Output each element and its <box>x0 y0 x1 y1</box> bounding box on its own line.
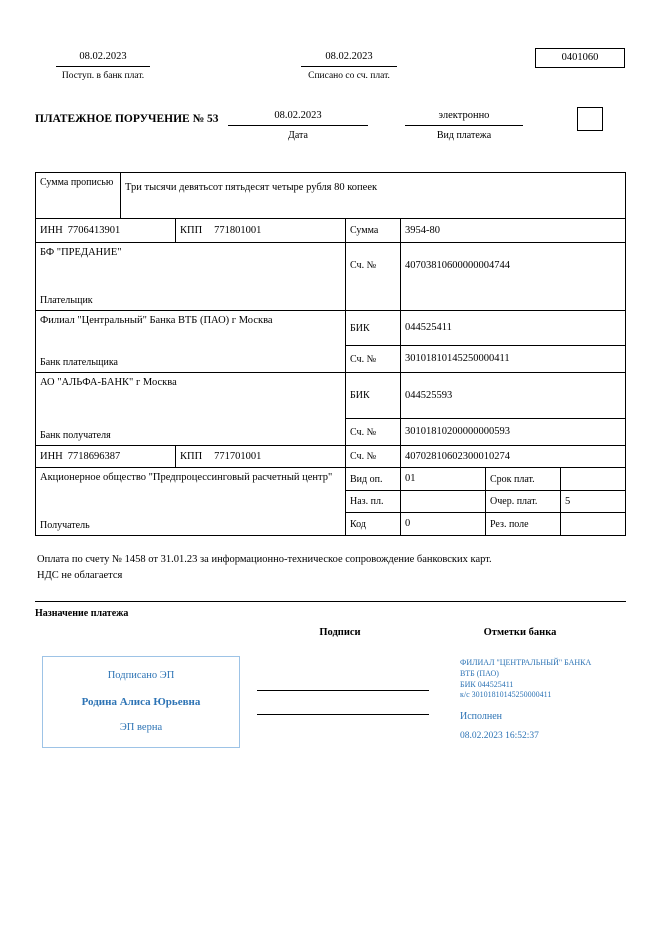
payment-priority-label: Очер. плат. <box>486 491 561 513</box>
amount-words-value: Три тысячи девятьсот пятьдесят четыре рубля 80 копеек <box>121 173 626 219</box>
payment-kind-label: Вид платежа <box>436 129 492 141</box>
stamp-bank-name-line2: ВТБ (ПАО) <box>460 668 499 678</box>
payee-bank-role-label: Банк получателя <box>40 430 111 441</box>
payer-inn-label: ИНН <box>40 224 63 236</box>
payment-kind-value: электронно <box>405 109 523 126</box>
payer-bank-account-value: 30101810145250000411 <box>401 346 626 373</box>
payer-bank-name: Филиал "Центральный" Банка ВТБ (ПАО) г Москва <box>40 315 273 326</box>
table-row <box>346 419 626 446</box>
stamp-status: Исполнен <box>460 711 503 723</box>
table-row <box>346 468 626 491</box>
payer-bank-account-label: Сч. № <box>346 346 401 373</box>
code-field-label: Код <box>346 513 401 536</box>
esign-box <box>42 656 240 748</box>
payer-kpp-value: 771801001 <box>214 224 262 236</box>
purpose-block <box>35 535 626 602</box>
debited-date-label: Списано со сч. плат. <box>308 70 390 81</box>
payee-name: Акционерное общество "Предпроцессинговый расчетный центр" <box>40 472 333 483</box>
signature-line-2 <box>257 714 429 715</box>
payer-inn-cell <box>36 219 176 243</box>
table-row <box>346 311 626 346</box>
payment-table <box>35 172 626 536</box>
payee-inn-cell <box>36 446 176 468</box>
payer-inn-value: 7706413901 <box>67 224 121 236</box>
sum-value: 3954-80 <box>401 219 626 243</box>
payer-bank-role-label: Банк плательщика <box>40 357 118 368</box>
form-code-value: 0401060 <box>561 52 599 64</box>
amount-words-label: Сумма прописью <box>36 173 121 219</box>
code-field-value: 0 <box>401 513 486 536</box>
operation-fields <box>346 468 626 536</box>
payee-inn-label: ИНН <box>40 450 63 462</box>
esign-status: Подписано ЭП <box>107 670 175 682</box>
table-row <box>36 219 626 243</box>
payee-cell <box>36 468 346 536</box>
payer-name: БФ "ПРЕДАНИЕ" <box>40 247 122 258</box>
received-date-block <box>56 50 150 82</box>
stamp-datetime: 08.02.2023 16:52:37 <box>460 731 539 742</box>
payee-kpp-cell <box>176 446 346 468</box>
stamp-bik: БИК 044525411 <box>460 679 514 689</box>
payee-bank-details <box>346 373 626 446</box>
payee-role-label: Получатель <box>40 520 90 531</box>
payee-bank-account-value: 30101810200000000593 <box>401 419 626 446</box>
purpose-line2: НДС не облагается <box>37 569 123 581</box>
doc-date-label: Дата <box>288 129 308 141</box>
payee-kpp-label: КПП <box>180 450 203 462</box>
op-type-label: Вид оп. <box>346 468 401 491</box>
reserve-field-label: Рез. поле <box>486 513 561 536</box>
payer-role-label: Плательщик <box>40 295 93 306</box>
payer-account-value: 40703810600000004744 <box>401 243 626 311</box>
debited-date-block <box>301 50 397 82</box>
payment-purpose-code-label: Наз. пл. <box>346 491 401 513</box>
table-row <box>36 173 626 219</box>
table-row <box>36 468 626 536</box>
payee-bank-bik-label: БИК <box>346 373 401 419</box>
payer-bank-bik-value: 044525411 <box>401 311 626 346</box>
payee-kpp-value: 771701001 <box>214 450 262 462</box>
sum-label: Сумма <box>346 219 401 243</box>
esign-valid: ЭП верна <box>119 722 163 734</box>
payee-bank-bik-value: 044525593 <box>401 373 626 419</box>
payment-purpose-code-value <box>401 491 486 513</box>
stamp-corr-account: к/с 30101810145250000411 <box>460 690 552 700</box>
payer-account-label: Сч. № <box>346 243 401 311</box>
esign-signer-name: Родина Алиса Юрьевна <box>81 695 201 708</box>
doc-title: ПЛАТЕЖНОЕ ПОРУЧЕНИЕ № 53 <box>35 113 219 125</box>
payer-bank-bik-label: БИК <box>346 311 401 346</box>
payment-priority-value: 5 <box>561 491 626 513</box>
payer-kpp-cell <box>176 219 346 243</box>
received-date-label: Поступ. в банк плат. <box>61 70 145 81</box>
table-row <box>346 346 626 373</box>
reserve-field-value <box>561 513 626 536</box>
payer-bank-cell <box>36 311 346 373</box>
signatures-label: Подписи <box>319 627 361 638</box>
op-type-value: 01 <box>401 468 486 491</box>
table-row <box>346 373 626 419</box>
table-row <box>346 491 626 513</box>
bank-stamp <box>460 658 630 743</box>
signature-line-1 <box>257 690 429 691</box>
form-code-box <box>535 48 625 68</box>
received-date-value: 08.02.2023 <box>56 50 150 67</box>
payee-bank-account-label: Сч. № <box>346 419 401 446</box>
doc-date-value: 08.02.2023 <box>228 109 368 126</box>
table-row <box>36 311 626 373</box>
table-row <box>36 373 626 446</box>
payment-term-label: Срок плат. <box>486 468 561 491</box>
payer-cell <box>36 243 346 311</box>
payer-bank-details <box>346 311 626 373</box>
table-row <box>346 513 626 536</box>
purpose-label: Назначение платежа <box>35 608 129 619</box>
table-row <box>36 243 626 311</box>
purpose-line1: Оплата по счету № 1458 от 31.01.23 за информационно-техническое сопровождение банковских карт. <box>37 554 492 565</box>
payment-term-value <box>561 468 626 491</box>
status-code-box <box>577 107 603 131</box>
table-row <box>36 446 626 468</box>
bank-marks-label: Отметки банка <box>483 627 557 638</box>
payee-account-value: 40702810602300010274 <box>401 446 626 468</box>
payment-kind-block <box>405 109 523 142</box>
payee-bank-cell <box>36 373 346 446</box>
debited-date-value: 08.02.2023 <box>301 50 397 67</box>
payer-kpp-label: КПП <box>180 224 203 236</box>
payee-inn-value: 7718696387 <box>67 450 121 462</box>
doc-date-block <box>228 109 368 142</box>
payee-account-label: Сч. № <box>346 446 401 468</box>
stamp-bank-name-line1: ФИЛИАЛ "ЦЕНТРАЛЬНЫЙ" БАНКА <box>460 658 592 667</box>
payee-bank-name: АО "АЛЬФА-БАНК" г Москва <box>40 377 177 388</box>
